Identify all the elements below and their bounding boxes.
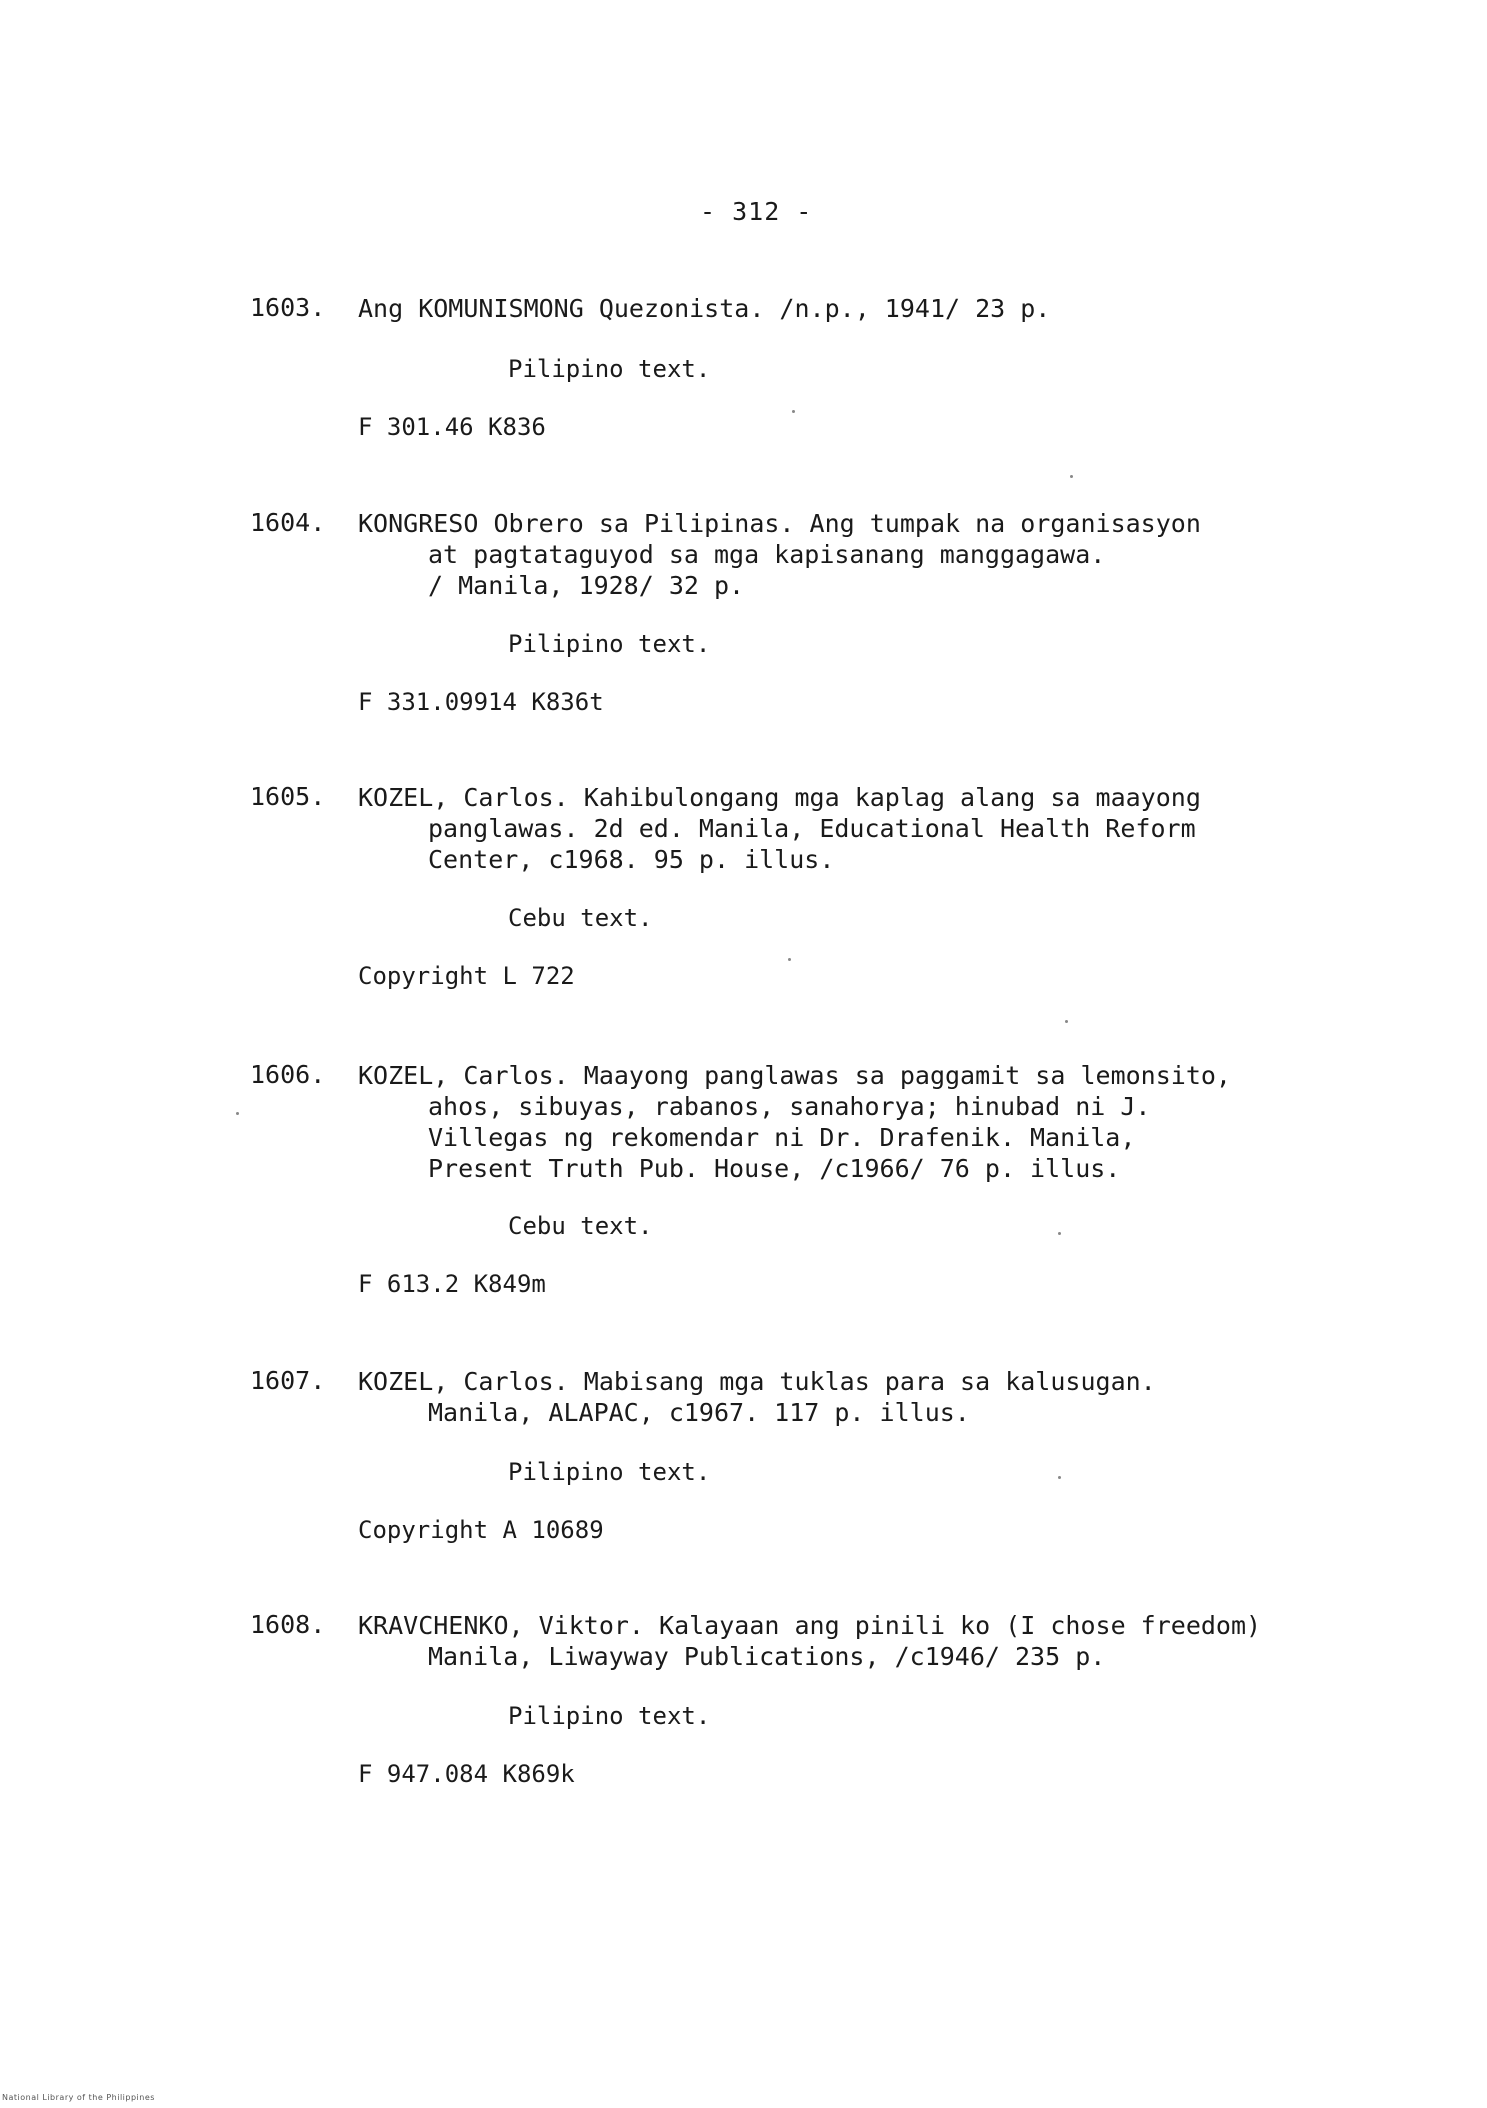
citation-line: KONGRESO Obrero sa Pilipinas. Ang tumpak na organisasyon xyxy=(358,509,1201,538)
page-number: - 312 - xyxy=(700,197,813,226)
scan-speck xyxy=(1058,1476,1061,1479)
call-number: F 947.084 K869k xyxy=(358,1760,575,1788)
citation-line: KRAVCHENKO, Viktor. Kalayaan ang pinili ko (I chose freedom) xyxy=(358,1611,1262,1640)
entry-number: 1603. xyxy=(250,293,326,322)
call-number: Copyright A 10689 xyxy=(358,1516,604,1544)
language-note: Pilipino text. xyxy=(508,355,711,383)
call-number: F 613.2 K849m xyxy=(358,1270,546,1298)
scan-speck xyxy=(236,1112,239,1115)
scan-speck xyxy=(1070,475,1073,478)
citation-line: panglawas. 2d ed. Manila, Educational Health Reform xyxy=(428,814,1196,843)
entry-citation xyxy=(358,1060,1318,1184)
language-note: Cebu text. xyxy=(508,904,653,932)
language-note: Pilipino text. xyxy=(508,1458,711,1486)
entry-citation xyxy=(358,1610,1318,1672)
language-note: Pilipino text. xyxy=(508,1702,711,1730)
citation-line: KOZEL, Carlos. Mabisang mga tuklas para sa kalusugan. xyxy=(358,1367,1156,1396)
scan-footer: National Library of the Philippines xyxy=(2,2093,155,2102)
scan-speck xyxy=(1058,1232,1061,1235)
entry-number: 1605. xyxy=(250,782,326,811)
scan-speck xyxy=(788,958,791,961)
entry-citation xyxy=(358,1366,1318,1428)
call-number: F 331.09914 K836t xyxy=(358,688,604,716)
call-number: F 301.46 K836 xyxy=(358,413,546,441)
citation-line: at pagtataguyod sa mga kapisanang manggagawa. xyxy=(428,540,1106,569)
citation-line: Manila, Liwayway Publications, ∕c1946∕ 235 p. xyxy=(428,1642,1106,1671)
call-number: Copyright L 722 xyxy=(358,962,575,990)
citation-line: Center, c1968. 95 p. illus. xyxy=(428,845,835,874)
entry-citation xyxy=(358,508,1318,601)
citation-line: Villegas ng rekomendar ni Dr. Drafenik. Manila, xyxy=(428,1123,1136,1152)
scan-speck xyxy=(1065,1020,1068,1023)
entry-number: 1606. xyxy=(250,1060,326,1089)
citation-line: ahos, sibuyas, rabanos, sanahorya; hinubad ni J. xyxy=(428,1092,1151,1121)
citation-line: ∕ Manila, 1928∕ 32 p. xyxy=(428,571,745,600)
citation-line: Manila, ALAPAC, c1967. 117 p. illus. xyxy=(428,1398,970,1427)
language-note: Cebu text. xyxy=(508,1212,653,1240)
entry-citation xyxy=(358,293,1318,324)
entry-citation xyxy=(358,782,1318,875)
language-note: Pilipino text. xyxy=(508,630,711,658)
entry-number: 1604. xyxy=(250,508,326,537)
entry-number: 1607. xyxy=(250,1366,326,1395)
citation-line: KOZEL, Carlos. Maayong panglawas sa paggamit sa lemonsito, xyxy=(358,1061,1231,1090)
citation-line: Present Truth Pub. House, ∕c1966∕ 76 p. illus. xyxy=(428,1154,1121,1183)
entry-number: 1608. xyxy=(250,1610,326,1639)
citation-line: KOZEL, Carlos. Kahibulongang mga kaplag alang sa maayong xyxy=(358,783,1201,812)
scan-speck xyxy=(792,410,795,413)
citation-line: Ang KOMUNISMONG Quezonista. ∕n.p., 1941∕ 23 p. xyxy=(358,294,1051,323)
